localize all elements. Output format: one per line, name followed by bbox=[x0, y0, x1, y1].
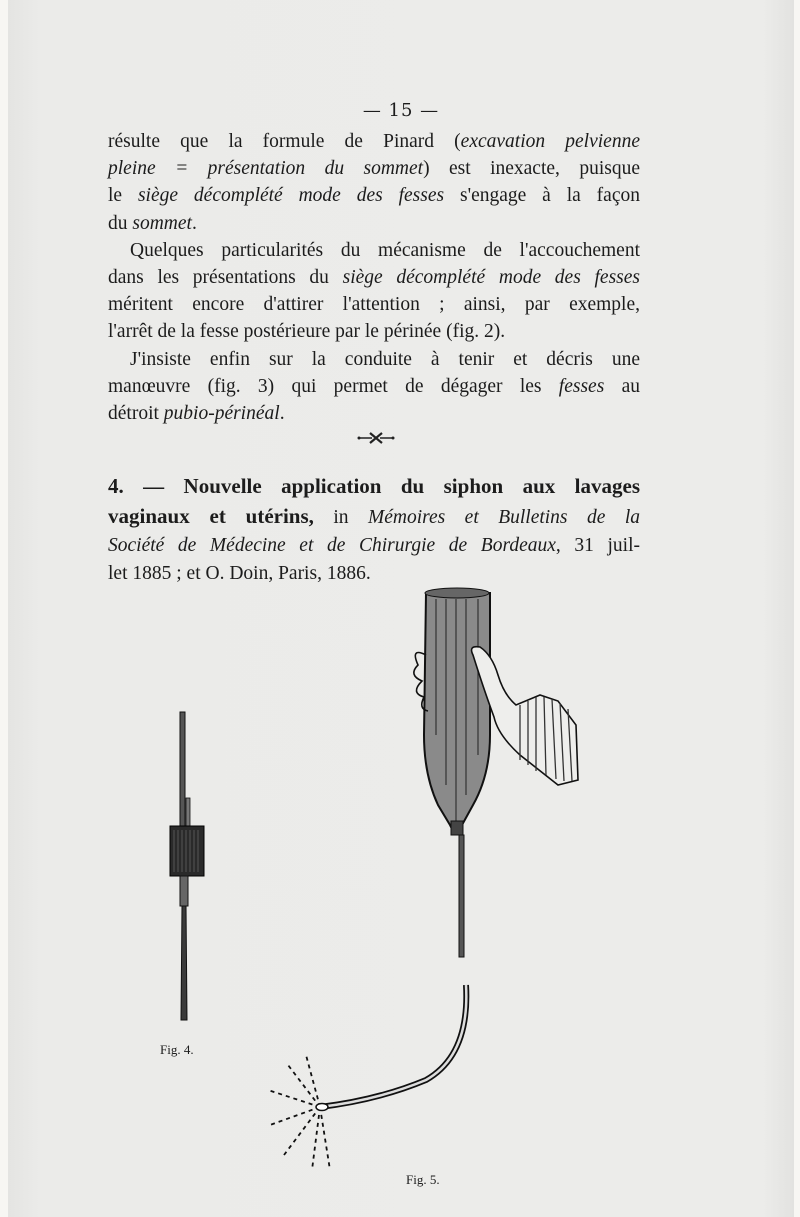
journal-name: Mémoires et Bulletins de la bbox=[367, 507, 640, 528]
text-span: résulte que la formule de Pinard ( bbox=[108, 131, 461, 152]
entry-line-4: let 1885 ; et O. Doin, Paris, 1886. bbox=[108, 563, 371, 584]
fig5-caption: Fig. 5. bbox=[406, 1172, 440, 1187]
paragraph-2-line-3: méritent encore d'attirer l'attention ; ainsi, par exemple, bbox=[108, 294, 640, 316]
paragraph-3-line-1: J'insiste enfin sur la conduite à tenir et décris une bbox=[130, 348, 640, 370]
text-italic: siège décomplété mode des fesses bbox=[137, 185, 445, 207]
paragraph-1-line-1 bbox=[108, 128, 640, 155]
text-span: dans les présentations du bbox=[108, 267, 343, 289]
text-italic: fesses bbox=[558, 375, 605, 397]
paragraph-1-line-4 bbox=[108, 210, 640, 237]
entry-line-2 bbox=[108, 502, 640, 532]
text-span: manœuvre (fig. 3) qui permet de dégager les bbox=[108, 375, 559, 397]
entry-title-continued: vaginaux et utérins, bbox=[108, 504, 314, 528]
text-italic: pubio-périnéal bbox=[163, 403, 280, 425]
text-span: ) est inexacte, puisque bbox=[423, 158, 640, 180]
text-span: s'engage à la façon bbox=[444, 185, 640, 207]
fig4-caption: Fig. 4. bbox=[160, 1042, 194, 1057]
bibliography-entry bbox=[108, 472, 640, 588]
paragraph-2-line-2 bbox=[108, 264, 640, 291]
fig4-cannula-illustration bbox=[156, 708, 216, 1028]
page-number: — 15 — bbox=[362, 100, 440, 121]
text-span: . bbox=[191, 212, 197, 234]
document-page bbox=[8, 0, 794, 1217]
text-span: détroit bbox=[108, 403, 164, 425]
text-italic: pleine = présentation du sommet bbox=[108, 158, 424, 180]
text-span: . bbox=[279, 403, 285, 425]
entry-title: 4. — Nouvelle application du siphon aux lavages bbox=[108, 474, 640, 498]
paragraph-1-line-3 bbox=[108, 182, 640, 209]
paragraph-2-line-4: l'arrêt de la fesse postérieure par le périnée (fig. 2). bbox=[108, 321, 506, 343]
text-italic: siège décomplété mode des fesses bbox=[342, 267, 640, 289]
journal-name-continued: Société de Médecine et de Chirurgie de Bordeaux bbox=[108, 535, 556, 556]
text-italic: excavation pelvienne bbox=[460, 131, 640, 152]
paragraph-1-line-2 bbox=[108, 155, 640, 182]
section-ornament-icon bbox=[356, 430, 396, 446]
entry-line-3 bbox=[108, 532, 640, 560]
text-span: in bbox=[313, 507, 368, 528]
text-span: du bbox=[108, 212, 133, 234]
entry-date: , 31 juil- bbox=[555, 535, 640, 556]
fig5-siphon-illustration bbox=[258, 585, 598, 1175]
text-span: le bbox=[108, 185, 138, 207]
paragraph-3-line-2 bbox=[108, 373, 640, 400]
entry-line-1 bbox=[108, 472, 640, 502]
text-italic: sommet bbox=[132, 212, 192, 234]
paragraph-2-line-1: Quelques particularités du mécanisme de l'accouchement bbox=[130, 239, 640, 261]
paragraph-3-line-3 bbox=[108, 400, 640, 427]
text-span: au bbox=[604, 375, 640, 397]
body-text bbox=[108, 128, 640, 427]
